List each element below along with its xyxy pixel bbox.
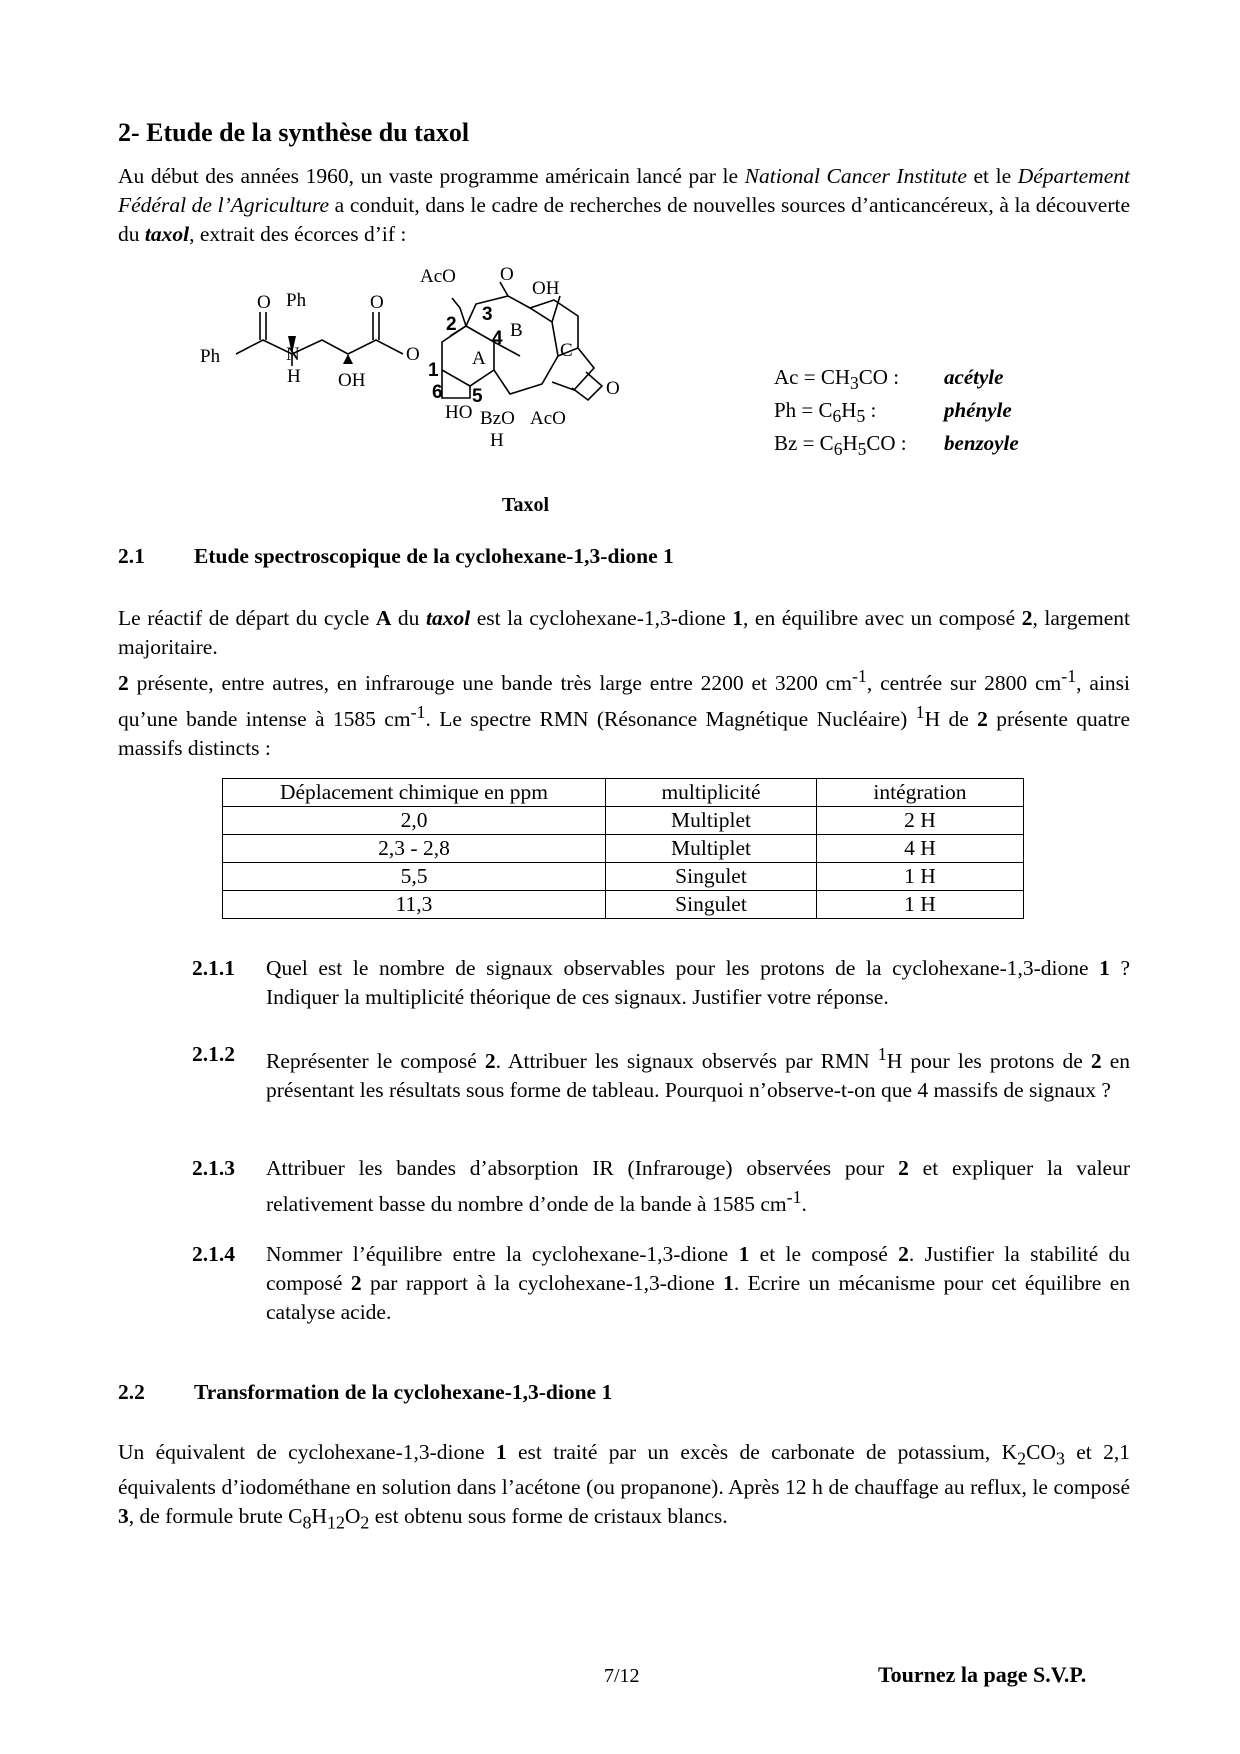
question-number: 2.1.3: [192, 1156, 235, 1180]
label-ph-left: Ph: [200, 346, 221, 367]
abbr-row: $Bz = C_6H_5CO$ : benzoyle: [774, 431, 1019, 460]
table-cell: Singulet: [606, 891, 817, 919]
label-aco-bottom: AcO: [530, 408, 566, 429]
label-o-ester: O: [406, 344, 420, 365]
label-1: 1: [428, 360, 439, 381]
question-number: 2.1.4: [192, 1242, 235, 1266]
label-n: N: [286, 344, 300, 365]
label-o-mid: O: [370, 292, 384, 313]
label-ring-c: C: [560, 340, 573, 361]
label-6: 6: [432, 382, 443, 403]
table-cell: 1 H: [817, 863, 1024, 891]
table-cell: 2,3 - 2,8: [223, 835, 606, 863]
table-cell: 2,0: [223, 807, 606, 835]
label-ring-b: B: [510, 320, 523, 341]
ester-carbonyl: [373, 312, 379, 340]
table-cell: 2 H: [817, 807, 1024, 835]
table-header: multiplicité: [606, 779, 817, 807]
label-h-n: H: [287, 366, 301, 387]
table-header-row: [223, 779, 1024, 807]
label-2: 2: [446, 314, 457, 335]
label-4: 4: [492, 328, 503, 349]
label-o-oxetane: O: [606, 378, 620, 399]
taxol-structure: [200, 264, 690, 486]
side-chain-bonds: [236, 340, 403, 354]
figure-caption: Taxol: [502, 494, 550, 516]
label-ho: HO: [445, 402, 473, 423]
question-2-1-4: 2.1.4 Nommer l’équilibre entre la cyclohexane-1,3-dione 1 et le composé 2. Justifier la stabilité du composé 2 par rapport à la cyclohexane-1,3-dione 1. Ecrire un mécanisme pour cet équilibre en catalyse acide.: [192, 1242, 1130, 1324]
table-cell: 4 H: [817, 835, 1024, 863]
label-ring-a: A: [472, 348, 486, 369]
s21-paragraph-1: Le réactif de départ du cycle A du taxol est la cyclohexane-1,3-dione 1, en équilibre avec un composé 2, largement majoritaire.: [118, 606, 1130, 659]
table-row: [223, 891, 1024, 919]
section-2-1-heading: 2.1 Etude spectroscopique de la cyclohexane-1,3-dione 1: [118, 544, 674, 568]
question-2-1-3: 2.1.3 Attribuer les bandes d’absorption IR (Infrarouge) observées pour 2 et expliquer la valeur relativement basse du nombre d’onde de la bande à 1585 $cm^{-1}$.: [192, 1156, 1130, 1217]
label-h-bottom: H: [490, 430, 504, 451]
label-bzo: BzO: [480, 408, 515, 429]
table-cell: 11,3: [223, 891, 606, 919]
label-o-left: O: [257, 292, 271, 313]
abbr-row: $Ac = CH_3CO$ : acétyle: [774, 365, 1004, 394]
question-number: 2.1.2: [192, 1042, 235, 1066]
s21-paragraph-2: 2 présente, entre autres, en infrarouge une bande très large entre 2200 et 3200 $cm^{-1}$, centrée sur 2800 $cm^{-1}$, ainsi qu’une bande intense à 1585 $cm^{-1}$. Le spectre RMN (Résonance Magnétique Nucléaire) $^1$H de 2 présente quatre massifs distincts :: [118, 666, 1131, 761]
label-aco-top: AcO: [420, 266, 456, 287]
question-2-1-1: 2.1.1 Quel est le nombre de signaux observables pour les protons de la cyclohexane-1,3-dione 1 ? Indiquer la multiplicité théorique de ces signaux. Justifier votre réponse.: [192, 956, 1131, 1009]
question-number: 2.1.1: [192, 956, 235, 980]
table-cell: Multiplet: [606, 835, 817, 863]
table-cell: Multiplet: [606, 807, 817, 835]
table-cell: 5,5: [223, 863, 606, 891]
section-2-2-heading: 2.2 Transformation de la cyclohexane-1,3-dione 1: [118, 1380, 613, 1404]
abbr-row: $Ph = C_6H_5$ : phényle: [774, 398, 1012, 427]
table-header: Déplacement chimique en ppm: [223, 779, 606, 807]
amide-carbonyl: [260, 312, 266, 340]
ring-a: [442, 326, 494, 386]
label-oh-top: OH: [532, 278, 560, 299]
label-oh-bottom: OH: [338, 370, 366, 391]
table-header: intégration: [817, 779, 1024, 807]
label-5: 5: [472, 386, 483, 407]
table-row: [223, 863, 1024, 891]
question-2-1-2: 2.1.2 Représenter le composé 2. Attribuer les signaux observés par RMN $^1$H pour les protons de 2 en présentant les résultats sous forme de tableau. Pourquoi n’observe-t-on que 4 massifs de signaux ?: [192, 1042, 1130, 1103]
section-title: 2- Etude de la synthèse du taxol: [118, 118, 470, 147]
wedge-oh: [343, 354, 353, 364]
page-number: 7/12: [604, 1665, 640, 1687]
nmr-table: [222, 778, 1024, 919]
label-3: 3: [482, 304, 493, 325]
table-cell: Singulet: [606, 863, 817, 891]
label-ph-top: Ph: [286, 290, 307, 311]
table-cell: 1 H: [817, 891, 1024, 919]
table-row: [223, 835, 1024, 863]
label-o-top: O: [500, 264, 514, 285]
intro-paragraph: Au début des années 1960, un vaste programme américain lancé par le National Cancer Institute et le Département Fédéral de l’Agriculture a conduit, dans le cadre de recherches de nouvelles sources d’anticancéreux, à la découverte du taxol, extrait des écorces d’if :: [118, 164, 1131, 246]
s22-paragraph: Un équivalent de cyclohexane-1,3-dione 1 est traité par un excès de carbonate de potassium, $K_2CO_3$ et 2,1 équivalents d’iodométhane en solution dans l’acétone (ou propanone). Après 12 h de chauffage au reflux, le composé 3, de formule brute $C_8H_{12}O_2$ est obtenu sous forme de cristaux blancs.: [118, 1440, 1130, 1533]
table-row: [223, 807, 1024, 835]
abbreviations: [774, 364, 1019, 464]
turn-page-note: Tournez la page S.V.P.: [878, 1662, 1087, 1687]
